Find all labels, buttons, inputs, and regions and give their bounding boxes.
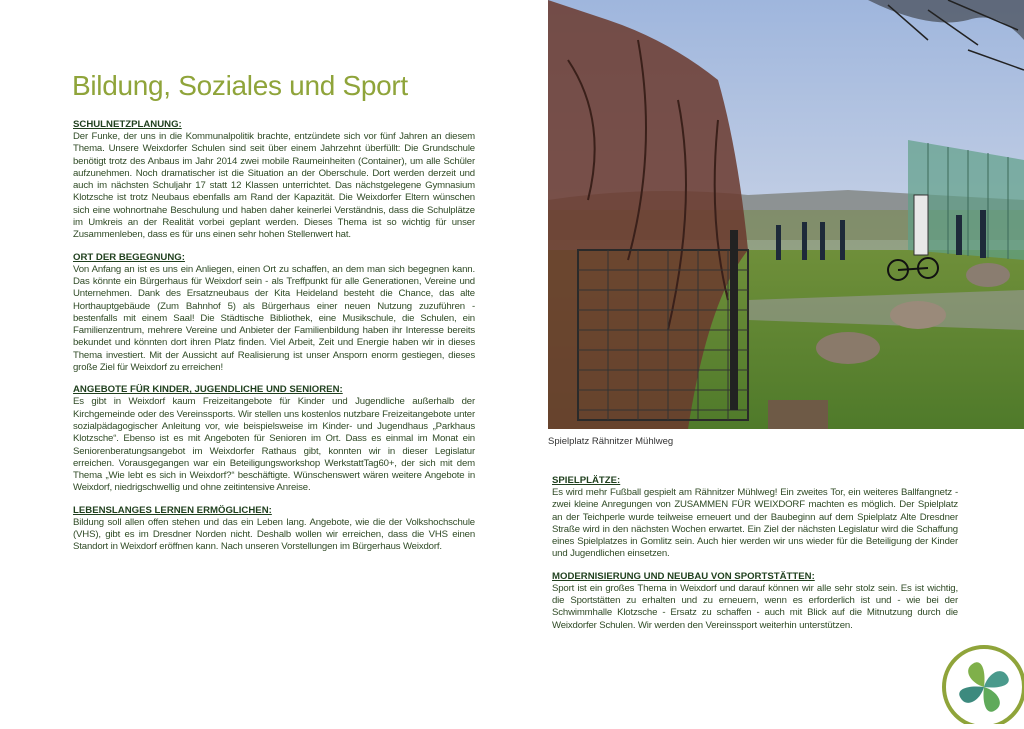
right-column [552, 474, 958, 641]
section-angebote [73, 383, 475, 494]
section-text: Sport ist ein großes Thema in Weixdorf und darauf können wir alle sehr stolz sein. Es ist wichtig, die Sportstätten zu erhalten und zu erneuern, wenn es erforderlich ist und - wie bei der Schwimmhalle Klotzsche - Ersatz zu schaffen - auch mit Blick auf die Mitnutzung durch die Weixdorfer Schulen. Wir werden den Vereinssport weiterhin unterstützen. [552, 582, 958, 631]
section-text: Es gibt in Weixdorf kaum Freizeitangebote für Kinder und Jugendliche außerhalb der Kirchgemeinde oder des Vereinssports. Wir stellen uns kostenlos nutzbare Freizeitangebote unter sozialpädagogischer Anleitung vor, wie beispielsweise im Kinder- und Jugendhaus „Parkhaus Klotzsche“. Ebenso ist es mit Angeboten für Senioren im Ort. Dass es einmal im Monat ein Seniorenberatungsangebot im Weixdorfer Rathaus gibt, konnten wir in dieser Legislatur erreichen. Vorausgegangen war ein Beteiligungsworkshop WerkstattTag60+, der sich mit dem Thema „Wie lebt es sich in Weixdorf?“ beschäftigte. Wünschenswert wären weitere Angebote in Weixdorf, niedrigschwellig und ohne zeitintensive Anreise. [73, 396, 475, 494]
section-heading: LEBENSLANGES LERNEN ERMÖGLICHEN: [73, 504, 272, 516]
section-heading: ANGEBOTE FÜR KINDER, JUGENDLICHE UND SENIOREN: [73, 384, 343, 396]
section-spielplaetze [552, 474, 958, 561]
left-column [73, 118, 475, 563]
section-text: Bildung soll allen offen stehen und das ein Leben lang. Angebote, wie die der Volkshochschule (VHS), gibt es im Dresdner Norden nicht. Deshalb wollen wir erreichen, dass die VHS einen Standort in Weixdorf eröffnen kann. Nach unseren Vorstellungen im Bürgerhaus Weixdorf. [73, 516, 475, 553]
clover-logo-icon [940, 643, 1024, 724]
section-ort-der-begegnung [73, 251, 475, 375]
section-heading: SPIELPLÄTZE: [552, 475, 621, 486]
section-text: Es wird mehr Fußball gespielt am Rähnitzer Mühlweg! Ein zweites Tor, ein weiteres Ballfangnetz - zwei kleine Anregungen von ZUSAMMEN FÜR WEIXDORF machten es möglich. Der Spielplatz an der Teichperle wurde teilweise erneuert und der Baubeginn auf dem Spielplatz Alte Dresdner Straße wird in den nächsten Wochen erwartet. Ein Ziel der nächsten Legislatur wird die Schaffung eines Spielplatzes in Gomlitz sein. Auch hier werden wir uns wieder für die Beteiligung der Kinder und Jugendlichen einsetzen. [552, 487, 958, 560]
section-sportstaetten [552, 570, 958, 632]
section-schulnetzplanung [73, 118, 475, 242]
section-heading: MODERNISIERUNG UND NEUBAU VON SPORTSTÄTTEN: [552, 570, 815, 582]
playground-photo [548, 0, 1024, 429]
section-heading: ORT DER BEGEGNUNG: [73, 251, 185, 263]
section-heading: SCHULNETZPLANUNG: [73, 119, 182, 130]
section-text: Von Anfang an ist es uns ein Anliegen, einen Ort zu schaffen, an dem man sich begegnen kann. Das könnte ein Bürgerhaus für Weixdorf sein - als Treffpunkt für alle Generationen, Vereine und Unternehmen. Dank des Ersatzneubaus der Kita Heideland besteht die Chance, das alte Horthauptgebäude (Zum Bahnhof 5) als Bürgerhaus einer neuen Nutzung zuzuführen - bestenfalls mit einem Saal! Die Städtische Bibliothek, eine Musikschule, die Schulen, ein Familienzentrum, mehrere Vereine und Anbieter der Familienbildung haben ihr Interesse bereits bekundet und könnten dort ihren Platz finden. Viel Arbeit, Zeit und Energie haben wir in dieses Thema investiert. Mit der Aussicht auf Realisierung ist unser Ansporn enorm gestiegen, dieses große Ziel für Weixdorf zu erreichen! [73, 263, 475, 374]
section-text: Der Funke, der uns in die Kommunalpolitik brachte, entzündete sich vor fünf Jahren an diesem Thema. Unsere Weixdorfer Schulen sind seit über einem Jahrzehnt überfüllt: Die Grundschule benötigt trotz des Anbaus im Jahr 2014 zwei mobile Raumeinheiten (Container), um alle Schüler aufzunehmen. Noch dramatischer ist die Situation an der Oberschule. Dort werden derzeit und auch im nächsten Schuljahr 17 statt 12 Klassen unterrichtet. Das nächstgelegene Gymnasium Klotzsche ist trotz Neubaus ebenfalls am Rand der Kapazität. Die Weixdorfer Eltern wünschen sich eine wohnortnahe Beschulung und haben daher keinerlei Verständnis, dass die Schulplätze im Umkreis an der Realität vorbei geplant werden. Dieses Thema ist so wichtig für unser Zusammenleben, dass es für uns einen sehr hohen Stellenwert hat. [73, 131, 475, 241]
playground-photo-drawing [548, 0, 1024, 429]
photo-caption: Spielplatz Rähnitzer Mühlweg [548, 436, 674, 447]
page-title: Bildung, Soziales und Sport [72, 70, 408, 101]
section-lebenslanges-lernen [73, 504, 475, 554]
